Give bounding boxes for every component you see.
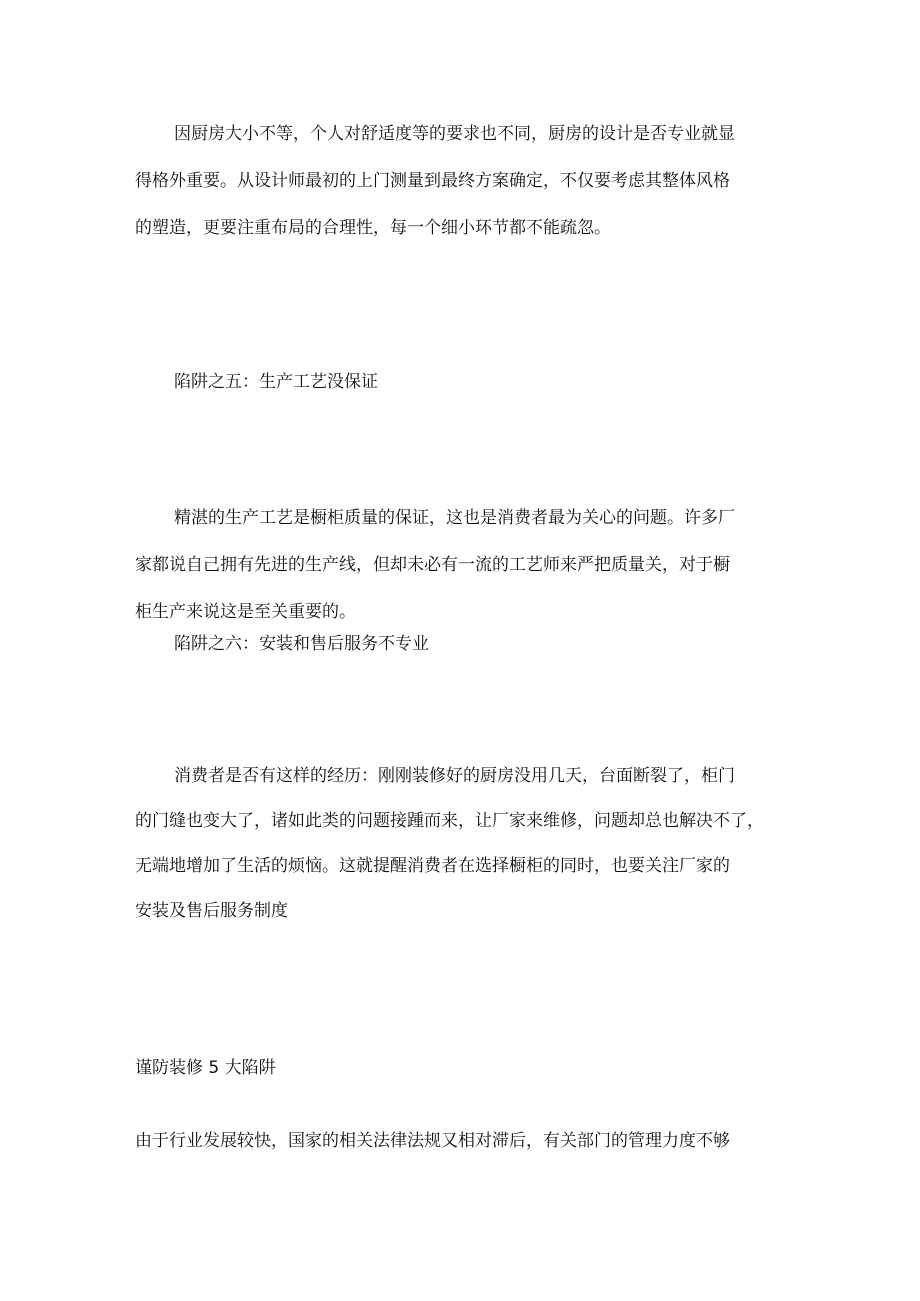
text-line: 精湛的生产工艺是橱柜质量的保证，这也是消费者最为关心的问题。许多厂: [174, 508, 735, 528]
text-line: 消费者是否有这样的经历：刚刚装修好的厨房没用几天，台面断裂了，柜门: [174, 766, 735, 786]
text-line: 安装及售后服务制度: [135, 901, 288, 921]
heading-trap-6: 陷阱之六：安装和售后服务不专业: [174, 634, 429, 654]
paragraph-industry: [135, 1118, 790, 1165]
text-line: 的塑造，更要注重布局的合理性，每一个细小环节都不能疏忽。: [135, 218, 611, 238]
text-line: 得格外重要。从设计师最初的上门测量到最终方案确定，不仅要考虑其整体风格: [135, 171, 730, 191]
text-line: 无端地增加了生活的烦恼。这就提醒消费者在选择橱柜的同时，也要关注厂家的: [135, 856, 730, 876]
section-title: 谨防装修 5 大陷阱: [135, 1058, 276, 1078]
text-line: 因厨房大小不等，个人对舒适度等的要求也不同，厨房的设计是否专业就显: [174, 124, 735, 144]
heading-trap-5: 陷阱之五：生产工艺没保证: [174, 372, 378, 392]
text-line: 家都说自己拥有先进的生产线，但却未必有一流的工艺师来严把质量关，对于橱: [135, 555, 730, 575]
paragraph-production-craft: [135, 495, 790, 636]
text-line: 柜生产来说这是至关重要的。: [135, 602, 356, 622]
text-line: 的门缝也变大了，诸如此类的问题接踵而来，让厂家来维修，问题却总也解决不了，: [135, 811, 764, 831]
text-line: 由于行业发展较快，国家的相关法律法规又相对滞后，有关部门的管理力度不够: [135, 1131, 730, 1151]
paragraph-kitchen-design: [135, 111, 790, 252]
paragraph-after-sales: [135, 754, 790, 934]
